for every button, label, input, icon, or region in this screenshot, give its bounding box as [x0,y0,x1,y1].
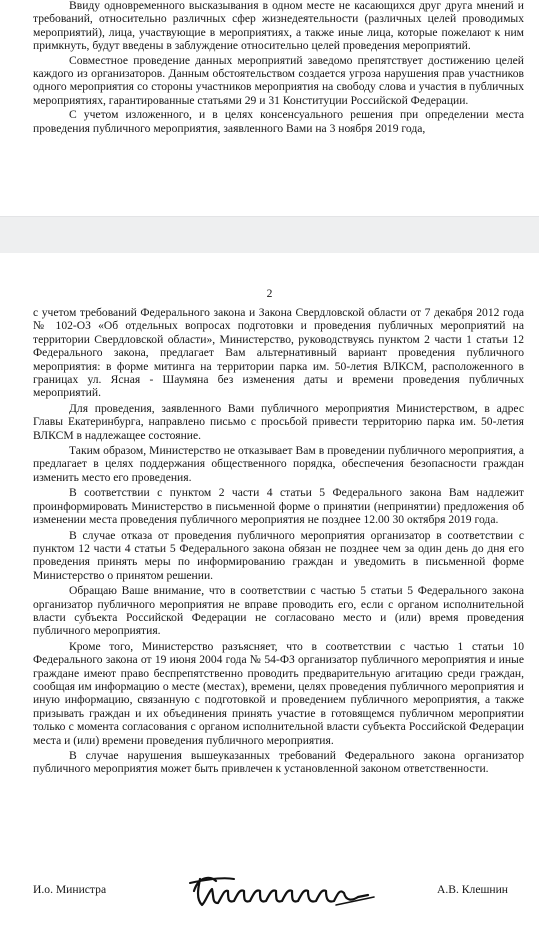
page-separator [0,216,539,254]
signatory-title: И.о. Министра [33,883,107,896]
paragraph: Совместное проведение данных мероприятий заведомо препятствует достижению целей каждого из организаторов. Данным обстоятельством создается угроза нарушения прав участников одного мероприятия со стороны участников мероприятия на свободу слова и участия в публичных мероприятиях, гарантированные статьями 29 и 31 Конституции Российской Федерации. [33,53,524,107]
handwritten-signature [188,871,388,911]
paragraph: Обращаю Ваше внимание, что в соответствии с частью 5 статьи 5 Федерального закона организатор публичного мероприятия не вправе проводить его, если с органом исполнительной власти субъекта Российской Федерации не согласовано место и (или) время проведения публичного мероприятия. [33,584,524,638]
paragraph: Для проведения, заявленного Вами публичного мероприятия Министерством, в адрес Главы Екатеринбурга, направлено письмо с просьбой привести территорию парка им. 50-летия ВЛКСМ в надлежащее состояние. [33,401,524,442]
document-page-1 [0,0,539,216]
paragraph: с учетом требований Федерального закона и Закона Свердловской области от 7 декабря 2012 года № 102-ОЗ «Об отдельных вопросах подготовки и проведения публичных мероприятий на территории Свердловской области», Министерство, руководствуясь пунктом 2 части 1 статьи 12 Федерального закона, предлагает Вам альтернативный вариант проведения публичного мероприятия: в форме митинга на территории парка им. 50-летия ВЛКСМ, расположенного в границах ул. Ясная - Шаумяна без изменения даты и времени проведения публичных мероприятий. [33,306,524,400]
page-2-body [33,306,524,776]
page-number: 2 [266,287,273,300]
paragraph: В случае нарушения вышеуказанных требований Федерального закона организатор публичного мероприятия может быть привлечен к установленной законом ответственности. [33,749,524,776]
paragraph: В случае отказа от проведения публичного мероприятия организатор в соответствии с пунктом 12 части 4 статьи 5 Федерального закона обязан не позднее чем за один день до дня его проведения принять меры по информированию граждан и уведомить в письменной форме Министерство о принятом решении. [33,528,524,582]
signatory-name: А.В. Клешнин [437,883,509,896]
paragraph: Таким образом, Министерство не отказывает Вам в проведении публичного мероприятия, а предлагает в целях поддержания общественного порядка, обеспечения безопасности граждан изменить место его проведения. [33,444,524,484]
paragraph: С учетом изложенного, и в целях консенсуального решения при определении места проведения публичного мероприятия, заявленного Вами на 3 ноября 2019 года, [33,108,524,135]
page-1-body [33,0,524,135]
paragraph: В соответствии с пунктом 2 части 4 статьи 5 Федерального закона Вам надлежит проинформировать Министерство в письменной форме о принятии (непринятии) предложения об изменении места проведения публичного мероприятия не позднее 12.00 30 октября 2019 года. [33,486,524,527]
paragraph: Ввиду одновременного высказывания в одном месте не касающихся друг друга мнений и требований, относительно различных сфер жизнедеятельности (различных целей проводимых мероприятий), лица, участвующие в мероприятиях, а также иные лица, которые пожелают к ним примкнуть, будут введены в заблуждение относительно целей проведения мероприятий. [33,0,524,53]
paragraph: Кроме того, Министерство разъясняет, что в соответствии с частью 1 статьи 10 Федерального закона от 19 июня 2004 года № 54-ФЗ организатор публичного мероприятия и иные граждане имеют право беспрепятственно проводить предварительную агитацию среди граждан, сообщая им информацию о месте (местах), времени, целях проведения публичного мероприятия и иную информацию, связанную с подготовкой и проведением публичного мероприятия, а также призывать граждан и их объединения принять участие в готовящемся публичном мероприятии только с момента согласования с органом исполнительной власти субъекта Российской Федерации места и (или) времени проведения публичного мероприятия. [33,639,524,747]
